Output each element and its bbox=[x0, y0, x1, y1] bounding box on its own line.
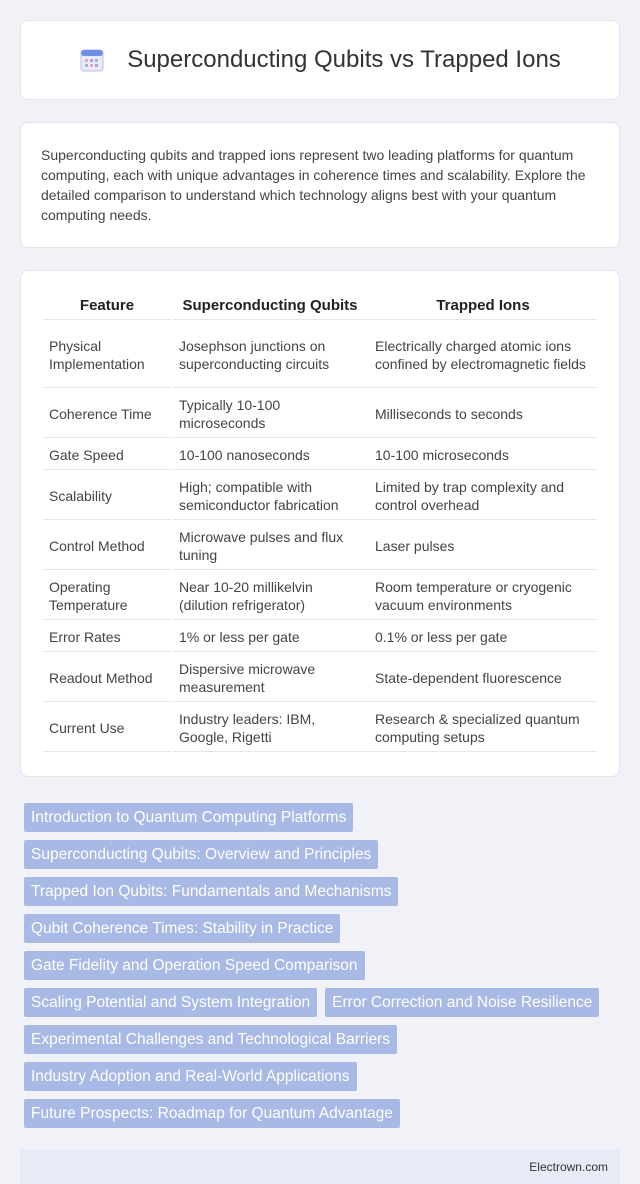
column-header-trapped-ions: Trapped Ions bbox=[369, 293, 597, 320]
table-cell: Current Use bbox=[43, 704, 171, 752]
table-cell: Readout Method bbox=[43, 654, 171, 702]
page-footer bbox=[20, 1150, 620, 1184]
table-cell: Room temperature or cryogenic vacuum environments bbox=[369, 572, 597, 620]
table-cell: Near 10-20 millikelvin (dilution refrigerator) bbox=[173, 572, 367, 620]
calendar-list-icon bbox=[79, 47, 105, 73]
table-row bbox=[43, 704, 597, 752]
table-cell: Milliseconds to seconds bbox=[369, 390, 597, 438]
table-row bbox=[43, 440, 597, 470]
column-header-feature: Feature bbox=[43, 293, 171, 320]
table-cell: Operating Temperature bbox=[43, 572, 171, 620]
table-cell: Industry leaders: IBM, Google, Rigetti bbox=[173, 704, 367, 752]
table-cell: 10-100 microseconds bbox=[369, 440, 597, 470]
topic-link-superconducting-overview[interactable]: Superconducting Qubits: Overview and Principles bbox=[24, 840, 378, 869]
table-cell: Control Method bbox=[43, 522, 171, 570]
table-cell: Microwave pulses and flux tuning bbox=[173, 522, 367, 570]
topic-link-coherence-times[interactable]: Qubit Coherence Times: Stability in Practice bbox=[24, 914, 340, 943]
table-cell: Gate Speed bbox=[43, 440, 171, 470]
topic-link-gate-fidelity[interactable]: Gate Fidelity and Operation Speed Comparison bbox=[24, 951, 365, 980]
table-row bbox=[43, 390, 597, 438]
table-cell: High; compatible with semiconductor fabrication bbox=[173, 472, 367, 520]
intro-text: Superconducting qubits and trapped ions represent two leading platforms for quantum computing, each with unique advantages in coherence times and scalability. Explore the detailed comparison to understand which technology aligns best with your quantum computing needs. bbox=[41, 147, 586, 223]
page-header bbox=[20, 20, 620, 100]
topic-link-error-correction[interactable]: Error Correction and Noise Resilience bbox=[325, 988, 599, 1017]
footer-site-name: Electrown.com bbox=[529, 1160, 608, 1174]
table-row bbox=[43, 522, 597, 570]
comparison-table-card bbox=[20, 270, 620, 777]
table-cell: State-dependent fluorescence bbox=[369, 654, 597, 702]
table-cell: Josephson junctions on superconducting circuits bbox=[173, 322, 367, 388]
table-cell: Error Rates bbox=[43, 622, 171, 652]
table-cell: Electrically charged atomic ions confined by electromagnetic fields bbox=[369, 322, 597, 388]
table-cell: Laser pulses bbox=[369, 522, 597, 570]
table-row bbox=[43, 572, 597, 620]
table-cell: Physical Implementation bbox=[43, 322, 171, 388]
table-row bbox=[43, 322, 597, 388]
topic-link-industry-adoption[interactable]: Industry Adoption and Real-World Applications bbox=[24, 1062, 357, 1091]
topic-link-future-prospects[interactable]: Future Prospects: Roadmap for Quantum Advantage bbox=[24, 1099, 400, 1128]
topic-link-trapped-ion-fundamentals[interactable]: Trapped Ion Qubits: Fundamentals and Mechanisms bbox=[24, 877, 398, 906]
table-cell: Scalability bbox=[43, 472, 171, 520]
table-cell: Coherence Time bbox=[43, 390, 171, 438]
table-cell: Typically 10-100 microseconds bbox=[173, 390, 367, 438]
table-row bbox=[43, 654, 597, 702]
topic-link-experimental-challenges[interactable]: Experimental Challenges and Technological Barriers bbox=[24, 1025, 397, 1054]
table-row bbox=[43, 622, 597, 652]
table-row bbox=[43, 472, 597, 520]
comparison-table bbox=[41, 291, 599, 754]
table-cell: 1% or less per gate bbox=[173, 622, 367, 652]
table-cell: Dispersive microwave measurement bbox=[173, 654, 367, 702]
table-cell: Limited by trap complexity and control overhead bbox=[369, 472, 597, 520]
topic-link-introduction[interactable]: Introduction to Quantum Computing Platforms bbox=[24, 803, 353, 832]
table-cell: 0.1% or less per gate bbox=[369, 622, 597, 652]
table-cell: Research & specialized quantum computing setups bbox=[369, 704, 597, 752]
table-header-row bbox=[43, 293, 597, 320]
topic-links bbox=[20, 803, 620, 1128]
page-title: Superconducting Qubits vs Trapped Ions bbox=[127, 46, 561, 73]
intro-card bbox=[20, 122, 620, 248]
topic-link-scaling-potential[interactable]: Scaling Potential and System Integration bbox=[24, 988, 317, 1017]
table-cell: 10-100 nanoseconds bbox=[173, 440, 367, 470]
column-header-superconducting: Superconducting Qubits bbox=[173, 293, 367, 320]
